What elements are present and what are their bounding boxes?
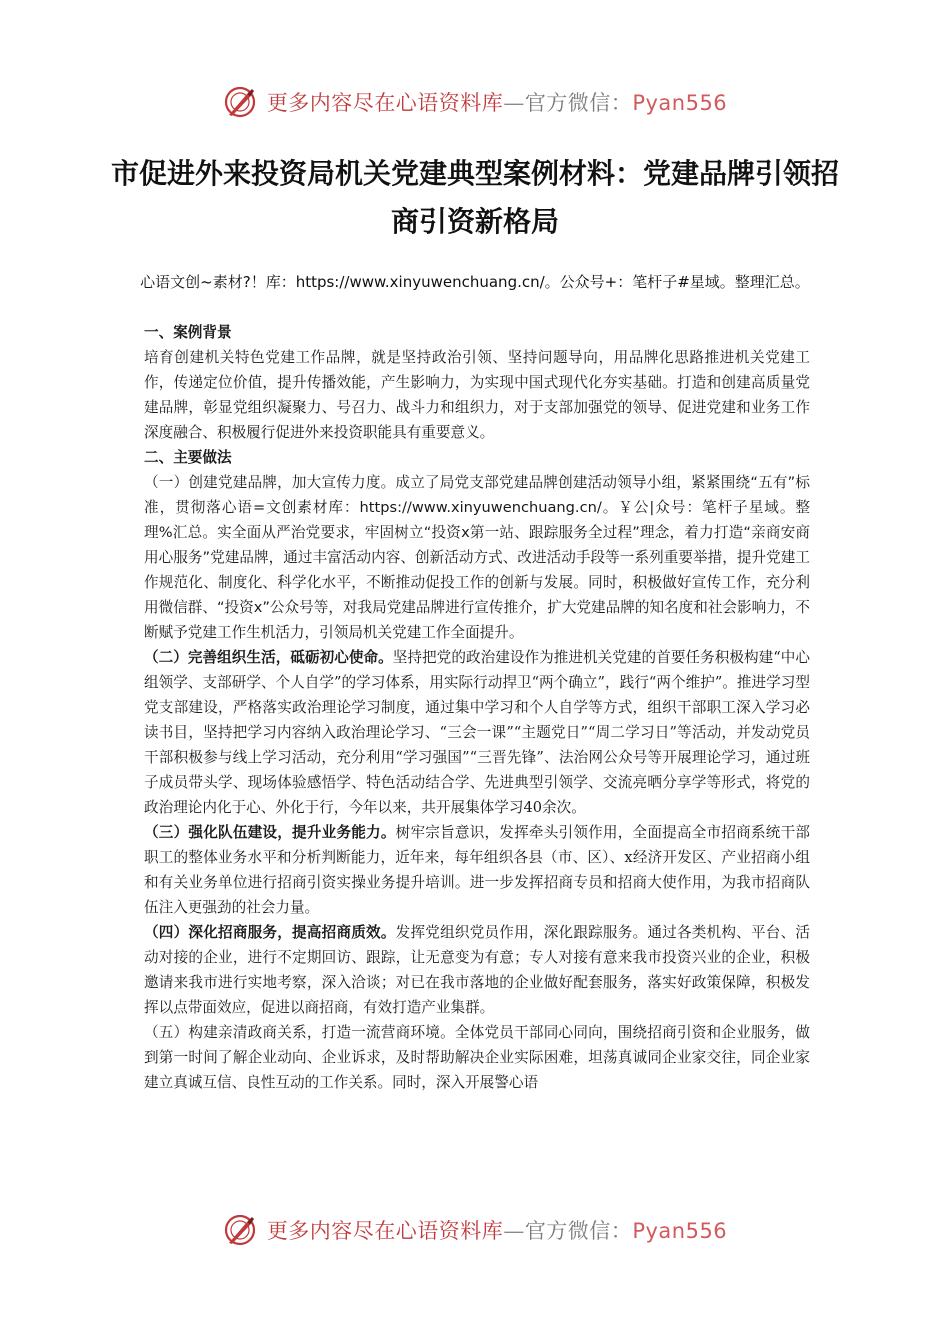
document-title: 市促进外来投资局机关党建典型案例材料：党建品牌引领招商引资新格局 (110, 157, 839, 238)
practice-item-2 (144, 645, 810, 820)
practice-item-4-lead: （四）深化招商服务，提高招商质效。 (144, 924, 396, 941)
document-source-line: 心语文创~素材?！库：https://www.xinyuwenchuang.cn/。公众号+：笔杆子#星域。整理汇总。 (140, 273, 810, 291)
banner-wechat-label: 官方微信： (524, 1219, 633, 1243)
document-body (144, 320, 810, 1095)
practice-item-2-lead: （二）完善组织生活，砥砺初心使命。 (144, 649, 393, 666)
practice-item-1 (144, 470, 810, 645)
practice-item-5-lead: （五）构建亲清政商关系，打造一流营商环境。 (144, 1024, 455, 1041)
practice-item-3 (144, 820, 810, 920)
banner-wechat-id: Pyan556 (632, 1219, 728, 1243)
header-watermark-banner (0, 80, 950, 124)
practice-item-2-text: 坚持把党的政治建设作为推进机关党建的首要任务积极构建“中心组领学、支部研学、个人自学”的学习体系，用实际行动捍卫“两个确立”，践行“两个维护”。推进学习型党支部建设，严格落实政治理论学习制度，通过集中学习和个人自学等方式，组织干部职工深入学习必读书目，坚持把学习内容纳入政治理论学习、“三会一课”“主题党日”“周二学习日”等活动，并发动党员干部积极参与线上学习活动，充分利用“学习强国”“三晋先锋”、法治网公众号等开展理论学习，通过班子成员带头学、现场体验感悟学、特色活动结合学、先进典型引领学、交流亮晒分享学等形式，将党的政治理论内化于心、外化于行，今年以来，共开展集体学习40余次。 (144, 649, 810, 816)
banner-wechat-id: Pyan556 (632, 91, 728, 115)
practice-item-1-text: 成立了局党支部党建品牌创建活动领导小组，紧紧围绕“五有”标准，贯彻落心语=文创素材库：https://www.xinyuwenchuang.cn/。￥公|众号：笔杆子星域。整理%汇总。实全面从严治党要求，牢固树立“投资x第一站、跟踪服务全过程”理念，着力打造“亲商安商用心服务”党建品牌，通过丰富活动内容、创新活动方式、改进活动手段等一系列重要举措，提升党建工作规范化、制度化、科学化水平，不断推动促投工作的创新与发展。同时，积极做好宣传工作，充分利用微信群、“投资x”公众号等，对我局党建品牌进行宣传推介，扩大党建品牌的知名度和社会影响力，不断赋予党建工作生机活力，引领局机关党建工作全面提升。 (144, 474, 810, 641)
banner-slogan: 更多内容尽在心语资料库 (266, 91, 504, 115)
banner-wechat-label: 官方微信： (524, 91, 633, 115)
section-heading-practices: 二、主要做法 (144, 449, 232, 466)
practice-item-4 (144, 920, 810, 1020)
banner-slogan: 更多内容尽在心语资料库 (266, 1219, 504, 1243)
section-paragraph-background: 培育创建机关特色党建工作品牌，就是坚持政治引领、坚持问题导向，用品牌化思路推进机关党建工作，传递定位价值，提升传播效能，产生影响力，为实现中国式现代化夯实基础。打造和创建高质量党建品牌，彰显党组织凝聚力、号召力、战斗力和组织力，对于支部加强党的领导、促进党建和业务工作深度融合、积极履行促进外来投资职能具有重要意义。 (144, 349, 810, 441)
practice-item-4-text: 发挥党组织党员作用，深化跟踪服务。通过各类机构、平台、活动对接的企业，进行不定期回访、跟踪，让无意变为有意；专人对接有意来我市投资兴业的企业，积极邀请来我市进行实地考察，深入洽谈；对已在我市落地的企业做好配套服务，落实好政策保障，积极发挥以点带面效应，促进以商招商，有效打造产业集群。 (144, 924, 810, 1016)
banner-text (267, 87, 727, 117)
pen-logo-icon (223, 85, 257, 119)
practice-item-3-text: 树牢宗旨意识，发挥牵头引领作用，全面提高全市招商系统干部职工的整体业务水平和分析判断能力，近年来，每年组织各县（市、区）、x经济开发区、产业招商小组和有关业务单位进行招商引资实操业务提升培训。进一步发挥招商专员和招商大使作用，为我市招商队伍注入更强劲的社会力量。 (144, 824, 810, 916)
banner-separator: — (503, 91, 525, 115)
section-heading-background: 一、案例背景 (144, 324, 232, 341)
practice-item-3-lead: （三）强化队伍建设，提升业务能力。 (144, 824, 396, 841)
practice-item-1-lead: （一）创建党建品牌，加大宣传力度。 (144, 474, 396, 491)
banner-text (267, 1215, 727, 1245)
practice-item-5 (144, 1020, 810, 1095)
banner-separator: — (503, 1219, 525, 1243)
practice-item-5-text: 全体党员干部同心同向，围绕招商引资和企业服务，做到第一时间了解企业动向、企业诉求，及时帮助解决企业实际困难，坦荡真诚同企业家交往，同企业家建立真诚互信、良性互动的工作关系。同时，深入开展警心语 (144, 1024, 810, 1091)
footer-watermark-banner (0, 1208, 950, 1252)
pen-logo-icon (223, 1213, 257, 1247)
